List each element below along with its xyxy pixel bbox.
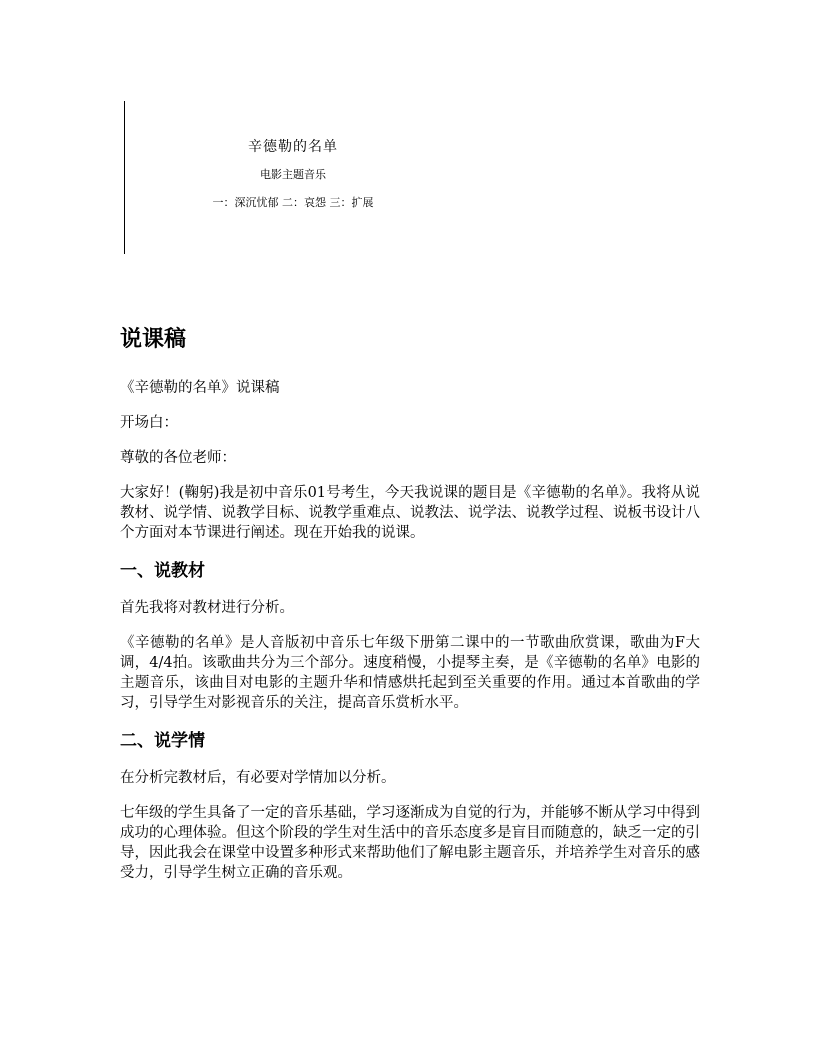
textbook-paragraph-2: 《辛德勒的名单》是人音版初中音乐七年级下册第二课中的一节歌曲欣赏课，歌曲为F大调，4/4拍。该歌曲共分为三个部分。速度稍慢，小提琴主奏，是《辛德勒的名单》电影的主题音乐，该曲目对电影的主题升华和情感烘托起到至关重要的作用。通过本首歌曲的学习，引导学生对影视音乐的关注，提高音乐赏析水平。: [120, 635, 700, 711]
section-heading-textbook: 一、说教材: [120, 561, 205, 581]
intro-paragraph: 大家好！(鞠躬)我是初中音乐01号考生，今天我说课的题目是《辛德勒的名单》。我将从说教材、说学情、说教学目标、说教学重难点、说教法、说学法、说教学过程、说板书设计八个方面对本节课进行阐述。现在开始我的说课。: [120, 485, 700, 541]
blackboard-sections: 一：深沉忧郁 二：哀怨 三：扩展: [212, 196, 374, 209]
blackboard-left-rule: [124, 101, 125, 254]
textbook-paragraph-1: 首先我将对教材进行分析。: [120, 600, 294, 616]
intro-lesson-title: 《辛德勒的名单》说课稿: [120, 380, 280, 396]
blackboard-subtitle: 电影主题音乐: [260, 168, 326, 181]
document-body: [120, 320, 700, 898]
document-title: 说课稿: [120, 327, 187, 352]
section-heading-learners: 二、说学情: [120, 731, 205, 751]
learners-paragraph-1: 在分析完教材后，有必要对学情加以分析。: [120, 770, 396, 786]
learners-paragraph-2: 七年级的学生具备了一定的音乐基础，学习逐渐成为自觉的行为，并能够不断从学习中得到成功的心理体验。但这个阶段的学生对生活中的音乐态度多是盲目而随意的，缺乏一定的引导，因此我会在课堂中设置多种形式来帮助他们了解电影主题音乐，并培养学生对音乐的感受力，引导学生树立正确的音乐观。: [120, 805, 700, 881]
intro-opening-label: 开场白：: [120, 415, 178, 431]
blackboard-title: 辛德勒的名单: [248, 139, 338, 155]
intro-greeting: 尊敬的各位老师：: [120, 450, 236, 466]
